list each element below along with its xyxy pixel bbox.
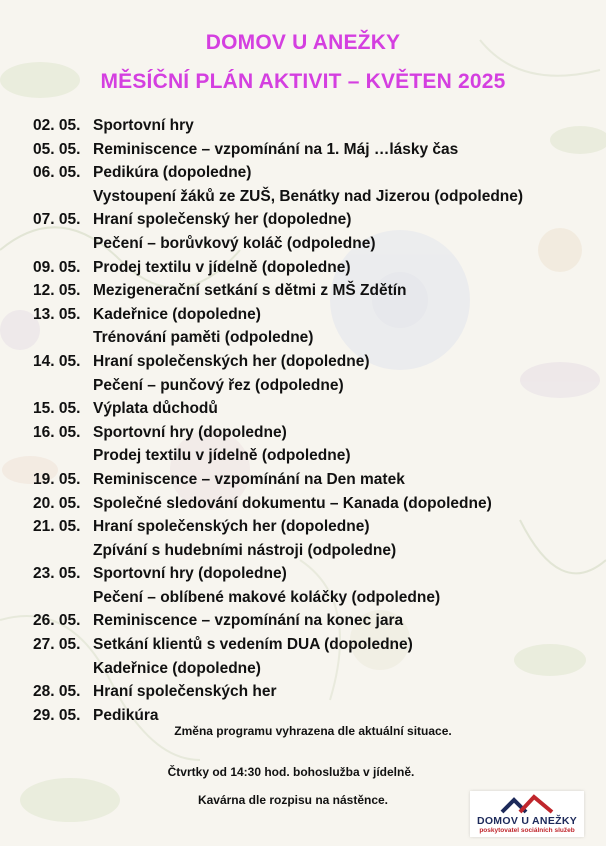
event-text: Mezigenerační setkání s dětmi z MŠ Zdětín [93,282,407,300]
event-date: 23. 05. [33,565,81,583]
list-item [33,161,593,185]
list-item [33,468,593,492]
page-subtitle: MĚSÍČNÍ PLÁN AKTIVIT – KVĚTEN 2025 [100,70,506,93]
event-date: 16. 05. [33,423,81,441]
event-text: Reminiscence – vzpomínání na Den matek [93,470,405,488]
event-text: Hraní společenských her [93,683,277,701]
event-date: 29. 05. [33,706,81,724]
list-item [33,421,593,445]
event-text: Prodej textilu v jídelně (dopoledne) [93,258,351,276]
event-text: Prodej textilu v jídelně (odpoledne) [93,447,351,465]
event-text: Hraní společenský her (dopoledne) [93,211,352,229]
event-date: 12. 05. [33,282,81,300]
event-text: Pečení – punčový řez (odpoledne) [93,376,344,394]
list-item [33,303,593,327]
event-list [33,114,593,727]
event-date: 09. 05. [33,258,81,276]
event-text: Vystoupení žáků ze ZUŠ, Benátky nad Jizerou (odpoledne) [93,187,524,205]
list-item [33,185,593,209]
event-text: Kadeřnice (dopoledne) [93,305,261,323]
list-item [33,326,593,350]
event-date: 14. 05. [33,352,81,370]
list-item [33,232,593,256]
logo-tagline: poskytovatel sociálních služeb [479,827,575,834]
event-text: Pečení – borůvkový koláč (odpoledne) [93,234,376,252]
event-text: Sportovní hry (dopoledne) [93,423,287,441]
event-text: Výplata důchodů [93,400,218,418]
logo [470,791,584,837]
list-item [33,256,593,280]
list-item [33,609,593,633]
list-item [33,586,593,610]
event-date: 06. 05. [33,164,81,182]
list-item [33,374,593,398]
event-text: Kadeřnice (dopoledne) [93,659,261,677]
event-date: 19. 05. [33,470,81,488]
event-date: 05. 05. [33,140,81,158]
program-change-note: Změna programu vyhrazena dle aktuální situace. [174,724,452,738]
list-item [33,539,593,563]
event-text: Reminiscence – vzpomínání na konec jara [93,612,404,630]
event-date: 15. 05. [33,400,81,418]
event-date: 26. 05. [33,612,81,630]
event-date: 27. 05. [33,636,81,654]
event-date: 20. 05. [33,494,81,512]
event-text: Hraní společenských her (dopoledne) [93,352,370,370]
list-item [33,657,593,681]
cafe-note: Kavárna dle rozpisu na nástěnce. [197,793,389,807]
list-item [33,633,593,657]
event-text: Pečení – oblíbené makové koláčky (odpoledne) [93,588,441,606]
event-date: 13. 05. [33,305,81,323]
event-text: Hraní společenských her (dopoledne) [93,518,370,536]
list-item [33,397,593,421]
event-text: Společné sledování dokumentu – Kanada (dopoledne) [93,494,492,512]
logo-name: DOMOV U ANEŽKY [476,815,578,827]
list-item [33,208,593,232]
event-text: Sportovní hry [93,117,194,134]
mass-note: Čtvrtky od 14:30 hod. bohoslužba v jídelně. [167,765,415,779]
event-date: 21. 05. [33,518,81,536]
house-roof-icon [500,794,554,814]
event-text: Setkání klientů s vedením DUA (dopoledne) [93,636,413,654]
event-text: Zpívání s hudebními nástroji (odpoledne) [93,541,397,559]
event-date: 07. 05. [33,211,81,229]
event-text: Reminiscence – vzpomínání na 1. Máj …lásky čas [93,140,459,158]
list-item [33,114,593,138]
event-text: Pedikúra [93,706,159,724]
list-item [33,680,593,704]
event-text: Sportovní hry (dopoledne) [93,565,287,583]
page-title: DOMOV U ANEŽKY [205,31,401,54]
list-item [33,138,593,162]
list-item [33,562,593,586]
list-item [33,350,593,374]
event-text: Pedikúra (dopoledne) [93,164,252,182]
list-item [33,444,593,468]
event-date: 02. 05. [33,117,81,134]
list-item [33,492,593,516]
event-date: 28. 05. [33,683,81,701]
event-text: Trénování paměti (odpoledne) [93,329,314,347]
list-item [33,279,593,303]
list-item [33,515,593,539]
